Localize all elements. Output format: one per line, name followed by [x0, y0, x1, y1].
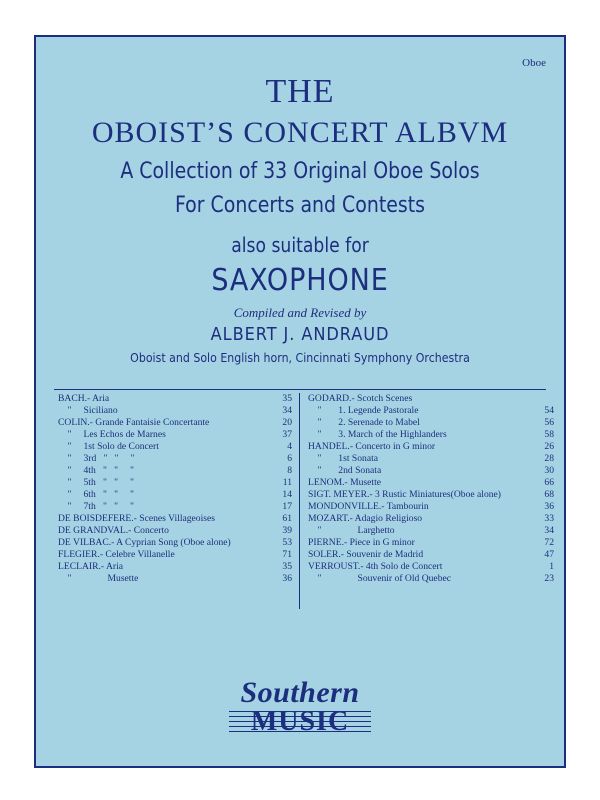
- entry-page-number: 11: [282, 477, 292, 488]
- cover-page: [34, 35, 566, 768]
- entry-page-number: 28: [544, 453, 554, 464]
- entry-title: LECLAIR.- Aria: [58, 561, 124, 572]
- entry-title: " 6th " " ": [58, 489, 134, 500]
- entry-title: SIGT. MEYER.- 3 Rustic Miniatures(Oboe alone): [308, 489, 501, 500]
- contents-list: [58, 393, 554, 609]
- entry-title: " 4th " " ": [58, 465, 134, 476]
- entry-page-number: 8: [287, 465, 292, 476]
- author-role: Oboist and Solo English horn, Cincinnati Symphony Orchestra: [130, 350, 470, 365]
- contents-entry: [58, 573, 292, 585]
- entry-title: " Les Echos de Marnes: [58, 429, 166, 440]
- entry-title: " 1st Sonata: [308, 453, 379, 464]
- contents-entry: [58, 441, 292, 453]
- entry-title: " 1st Solo de Concert: [58, 441, 159, 452]
- author-name: ALBERT J. ANDRAUD: [210, 324, 390, 345]
- entry-page-number: 54: [544, 405, 554, 416]
- contents-entry: [58, 513, 292, 525]
- entry-page-number: 72: [544, 537, 554, 548]
- contents-entry: [58, 537, 292, 549]
- contents-entry: [308, 513, 554, 525]
- entry-page-number: 23: [544, 573, 554, 584]
- entry-page-number: 35: [282, 393, 292, 404]
- contents-entry: [308, 573, 554, 585]
- also-suitable-text: also suitable for: [231, 233, 369, 257]
- entry-page-number: 14: [282, 489, 292, 500]
- entry-page-number: 68: [544, 489, 554, 500]
- contents-entry: [58, 501, 292, 513]
- column-divider: [299, 393, 300, 609]
- title-block: [36, 73, 564, 369]
- contents-entry: [58, 453, 292, 465]
- entry-title: MOZART.- Adagio Religioso: [308, 513, 423, 524]
- contents-entry: [58, 417, 292, 429]
- contents-entry: [308, 405, 554, 417]
- entry-title: VERROUST.- 4th Solo de Concert: [308, 561, 443, 572]
- entry-page-number: 39: [282, 525, 292, 536]
- entry-title: " 2. Serenade to Mabel: [308, 417, 420, 428]
- entry-page-number: 36: [544, 501, 554, 512]
- contents-entry: [308, 537, 554, 549]
- saxophone-heading: SAXOPHONE: [211, 263, 389, 298]
- contents-entry: [308, 453, 554, 465]
- contents-entry: [308, 489, 554, 501]
- entry-title: " 5th " " ": [58, 477, 134, 488]
- entry-page-number: 17: [282, 501, 292, 512]
- contents-entry: [308, 465, 554, 477]
- entry-title: " Musette: [58, 573, 139, 584]
- entry-page-number: 47: [544, 549, 554, 560]
- entry-title: SOLER.- Souvenir de Madrid: [308, 549, 424, 560]
- contents-entry: [58, 477, 292, 489]
- contents-entry: [308, 549, 554, 561]
- entry-page-number: 33: [544, 513, 554, 524]
- publisher-name-top: Southern: [240, 676, 360, 709]
- entry-title: DE VILBAC.- A Cyprian Song (Oboe alone): [58, 537, 231, 548]
- entry-page-number: 20: [282, 417, 292, 428]
- entry-page-number: 26: [544, 441, 554, 452]
- subtitle-line-2: For Concerts and Contests: [174, 193, 426, 218]
- entry-title: " 1. Legende Pastorale: [308, 405, 419, 416]
- compiled-by-text: Compiled and Revised by: [233, 305, 367, 320]
- entry-title: " Souvenir of Old Quebec: [308, 573, 452, 584]
- contents-entry: [308, 561, 554, 573]
- contents-entry: [58, 429, 292, 441]
- contents-entry: [308, 501, 554, 513]
- contents-entry: [58, 561, 292, 573]
- contents-entry: [58, 525, 292, 537]
- publisher-name-bottom: MUSIC: [250, 706, 350, 737]
- entry-page-number: 4: [287, 441, 292, 452]
- entry-page-number: 34: [282, 405, 292, 416]
- contents-entry: [308, 429, 554, 441]
- contents-entry: [58, 549, 292, 561]
- entry-title: " 3. March of the Highlanders: [308, 429, 447, 440]
- entry-title: FLEGIER.- Celebre Villanelle: [58, 549, 175, 560]
- contents-right-column: [308, 393, 554, 585]
- contents-entry: [58, 405, 292, 417]
- contents-entry: [308, 417, 554, 429]
- contents-entry: [58, 393, 292, 405]
- entry-page-number: 71: [282, 549, 292, 560]
- entry-page-number: 61: [282, 513, 292, 524]
- entry-title: LENOM.- Musette: [308, 477, 382, 488]
- entry-page-number: 30: [544, 465, 554, 476]
- entry-page-number: 58: [544, 429, 554, 440]
- entry-page-number: 34: [544, 525, 554, 536]
- entry-title: DE BOISDEFERE.- Scenes Villageoises: [58, 513, 215, 524]
- entry-page-number: 37: [282, 429, 292, 440]
- contents-left-column: [58, 393, 292, 585]
- entry-title: " 3rd " " ": [58, 453, 135, 464]
- publisher-logo: [36, 677, 564, 737]
- subtitle-line-1: A Collection of 33 Original Oboe Solos: [120, 159, 480, 184]
- contents-entry: [308, 477, 554, 489]
- contents-entry: [308, 525, 554, 537]
- entry-title: " 7th " " ": [58, 501, 134, 512]
- entry-page-number: 6: [287, 453, 292, 464]
- entry-title: DE GRANDVAL.- Concerto: [58, 525, 169, 536]
- entry-page-number: 56: [544, 417, 554, 428]
- entry-title: MONDONVILLE.- Tambourin: [308, 501, 429, 512]
- entry-title: COLIN.- Grande Fantaisie Concertante: [58, 417, 210, 428]
- music-staff-logo: [247, 707, 353, 737]
- entry-page-number: 66: [544, 477, 554, 488]
- instrument-label: Oboe: [522, 57, 546, 69]
- entry-title: PIERNE.- Piece in G minor: [308, 537, 415, 548]
- entry-title: BACH.- Aria: [58, 393, 110, 404]
- entry-title: " Siciliano: [58, 405, 118, 416]
- entry-title: " Larghetto: [308, 525, 395, 536]
- entry-page-number: 53: [282, 537, 292, 548]
- title-line-1: THE: [265, 73, 335, 110]
- entry-title: GODARD.- Scotch Scenes: [308, 393, 413, 404]
- entry-title: HANDEL.- Concerto in G minor: [308, 441, 436, 452]
- contents-entry: [58, 465, 292, 477]
- contents-entry: [308, 441, 554, 453]
- contents-top-rule: [54, 389, 546, 390]
- contents-entry: [58, 489, 292, 501]
- contents-entry: [308, 393, 554, 405]
- entry-title: " 2nd Sonata: [308, 465, 382, 476]
- entry-page-number: 1: [549, 561, 554, 572]
- entry-page-number: 35: [282, 561, 292, 572]
- title-line-2: OBOIST’S CONCERT ALBVM: [91, 116, 509, 149]
- entry-page-number: 36: [282, 573, 292, 584]
